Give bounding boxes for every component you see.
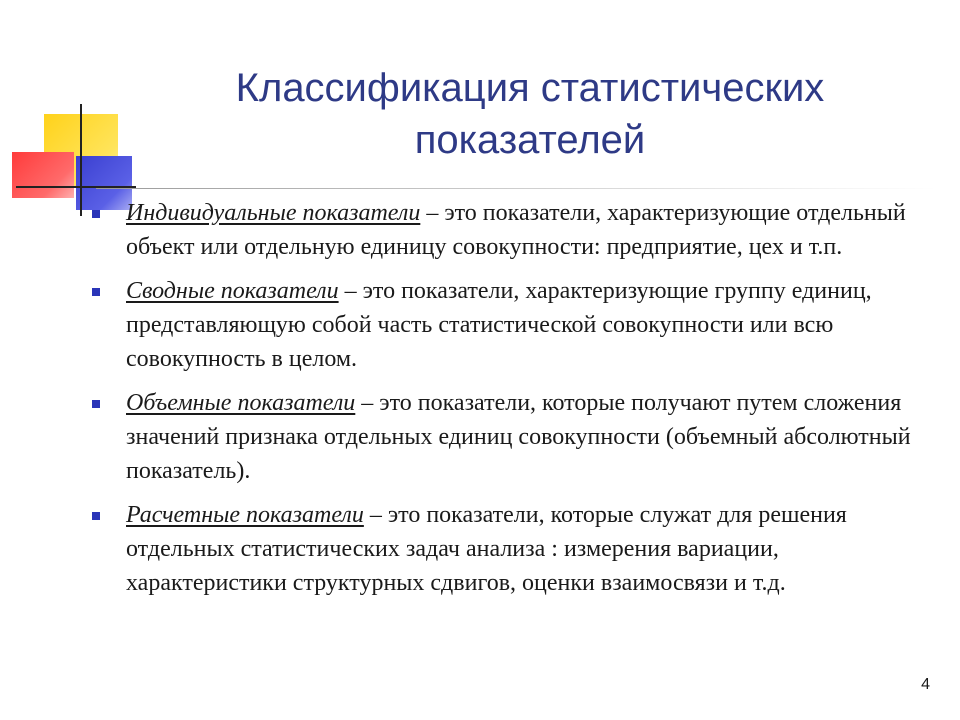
- decor-vertical-line: [80, 104, 82, 216]
- bullet-text: – это показатели, характеризующие отдельный объект или отдельную единицу совокупности: предприятие, цех и т.п.: [126, 200, 906, 260]
- decor-red-square: [12, 152, 74, 198]
- square-bullet-icon: [92, 400, 100, 408]
- bullet-text: – это показатели, которые получают путем сложения значений признака отдельных единиц совокупности (объемный абсолютный показатель).: [126, 390, 911, 484]
- bullet-term: Сводные показатели: [126, 278, 339, 304]
- bullet-text: – это показатели, которые служат для решения отдельных статистических задач анализа : измерения вариации, характеристики структурных сдвигов, оценки взаимосвязи и т.д.: [126, 502, 847, 596]
- bullet-term: Индивидуальные показатели: [126, 200, 421, 226]
- square-bullet-icon: [92, 210, 100, 218]
- bullet-list: [86, 196, 926, 610]
- bullet-item-calculated: [86, 498, 926, 600]
- bullet-text: – это показатели, характеризующие группу единиц, представляющую собой часть статистической совокупности или всю совокупность в целом.: [126, 278, 872, 372]
- square-bullet-icon: [92, 288, 100, 296]
- bullet-term: Расчетные показатели: [126, 502, 364, 528]
- title-underline-rule: [96, 188, 936, 189]
- bullet-term: Объемные показатели: [126, 390, 356, 416]
- bullet-item-volume: [86, 386, 926, 488]
- slide-title: Классификация статистических показателей: [235, 66, 825, 162]
- square-bullet-icon: [92, 512, 100, 520]
- bullet-item-summary: [86, 274, 926, 376]
- page-number: 4: [921, 676, 930, 693]
- bullet-item-individual: [86, 196, 926, 264]
